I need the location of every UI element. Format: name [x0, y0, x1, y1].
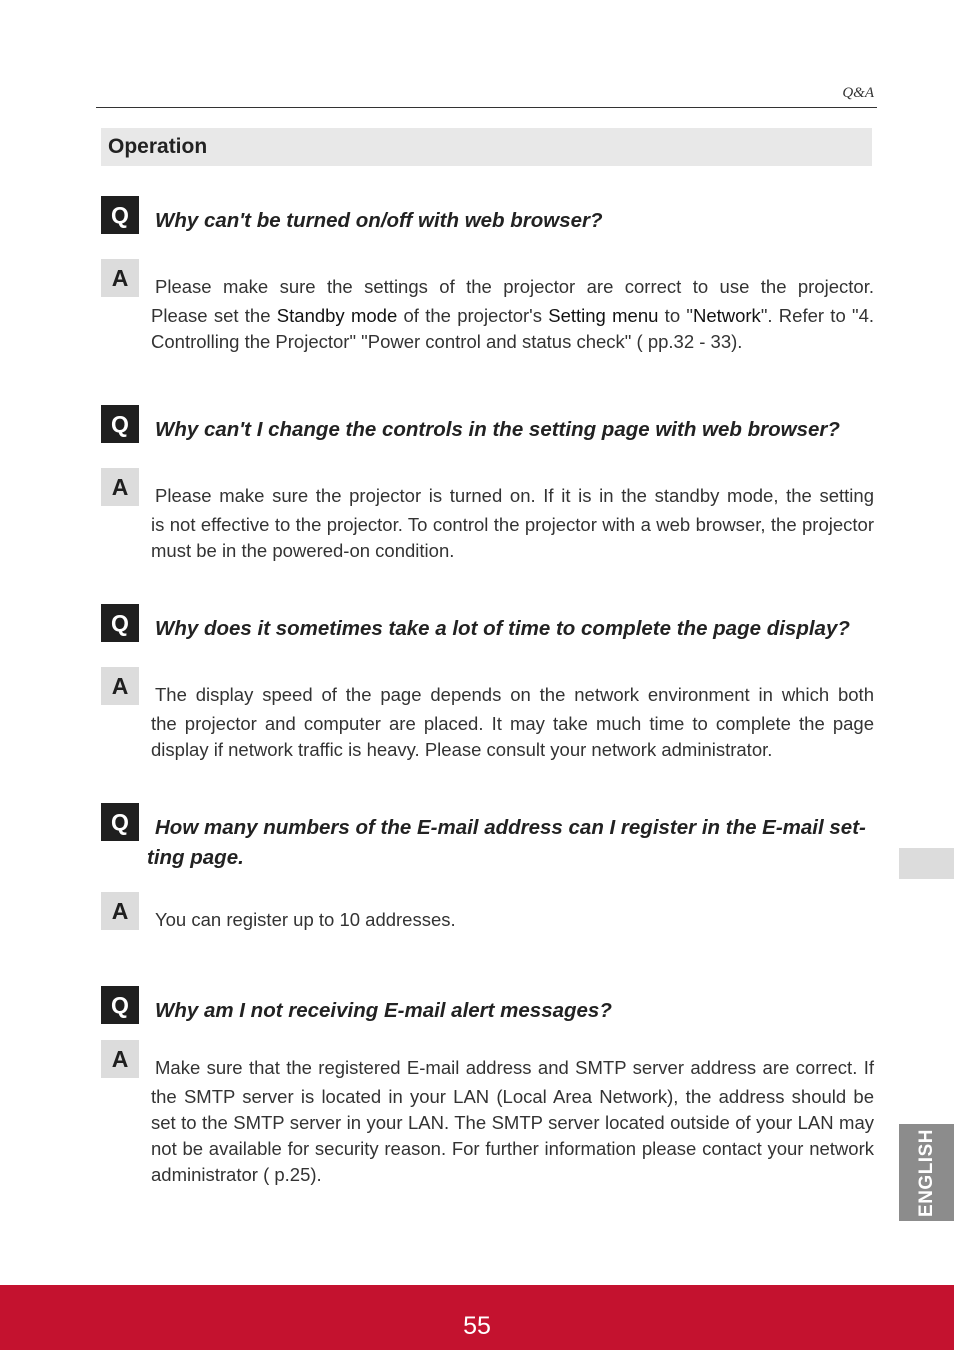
standby-mode-term: Standby mode	[276, 305, 398, 326]
network-term: Network	[692, 305, 761, 326]
question-text	[147, 813, 875, 873]
question-text: Why can't be turned on/off with web browser?	[155, 209, 603, 232]
answer-badge: A	[101, 892, 139, 930]
answer-first-line: The display speed of the page depends on the network environment in which both	[155, 684, 874, 705]
question-badge: Q	[101, 803, 139, 841]
question-badge: Q	[101, 604, 139, 642]
question-text: Why can't I change the controls in the setting page with web browser?	[155, 418, 840, 441]
answer-part: of the projector's	[397, 305, 549, 326]
question-badge: Q	[101, 196, 139, 234]
answer-badge: A	[101, 1040, 139, 1078]
answer-text	[151, 1055, 874, 1188]
page-number: 55	[463, 1312, 491, 1340]
answer-first-line: Please make sure the settings of the projector are correct to use the projector.	[155, 276, 874, 297]
question-line: ting page.	[147, 846, 244, 869]
answer-badge: A	[101, 468, 139, 506]
answer-text	[151, 907, 874, 936]
language-side-tab	[899, 1124, 954, 1221]
header-rule	[96, 107, 877, 108]
answer-text	[151, 682, 874, 763]
question-badge: Q	[101, 986, 139, 1024]
answer-rest: the SMTP server is located in your LAN (Local Area Network), the address should be set to the SMTP server in your LAN. The SMTP server located outside of your LAN may not be available for security reason. For further information please contact your network administrator ( p.25).	[151, 1086, 874, 1185]
answer-first-line: Make sure that the registered E-mail address and SMTP server address are correct. If	[155, 1057, 874, 1078]
answer-part: ". Refer to "4. Controlling the Projector" "Power control and status check" ( pp.32 - 33).	[151, 305, 875, 352]
answer-badge: A	[101, 667, 139, 705]
answer-text	[151, 274, 874, 355]
answer-first-line: Please make sure the projector is turned on. If it is in the standby mode, the setting	[155, 485, 874, 506]
language-label: ENGLISH	[915, 1128, 937, 1217]
question-text: Why does it sometimes take a lot of time to complete the page display?	[155, 617, 850, 640]
answer-part: Please set the	[151, 305, 277, 326]
question-badge: Q	[101, 405, 139, 443]
running-header: Q&A	[842, 85, 874, 101]
question-line: How many numbers of the E-mail address can I register in the E-mail set-	[155, 816, 866, 839]
setting-menu-term: Setting menu	[548, 305, 659, 326]
answer-text	[151, 483, 874, 564]
section-title: Operation	[101, 128, 872, 166]
answer-badge: A	[101, 259, 139, 297]
answer-rest: is not effective to the projector. To control the projector with a web browser, the projector must be in the powered-on condition.	[151, 514, 874, 561]
answer-rest: the projector and computer are placed. It may take much time to complete the page display if network traffic is heavy. Please consult your network administrator.	[151, 713, 874, 760]
page-footer	[0, 1285, 954, 1350]
side-tab-marker	[899, 848, 954, 879]
answer-first-line: You can register up to 10 addresses.	[155, 909, 456, 930]
answer-part: to "	[658, 305, 693, 326]
question-text: Why am I not receiving E-mail alert messages?	[155, 999, 612, 1022]
